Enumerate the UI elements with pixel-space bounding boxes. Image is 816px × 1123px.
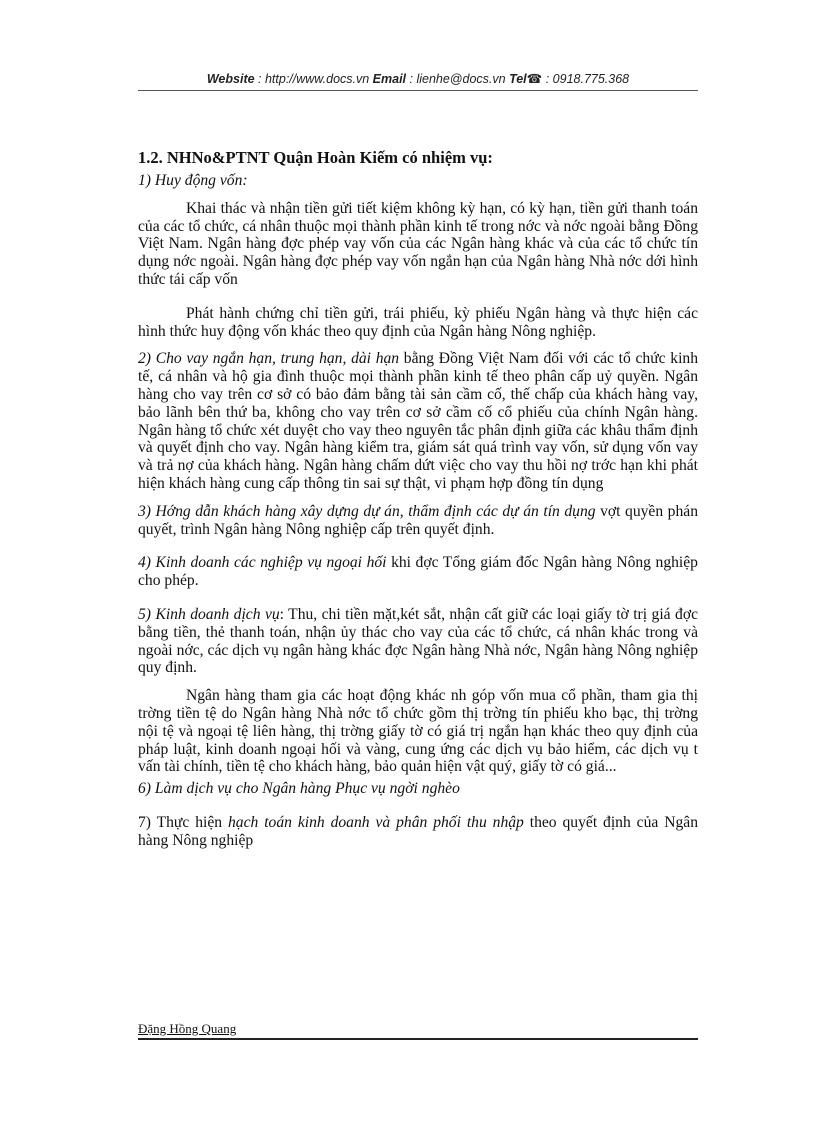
header-divider: [138, 90, 698, 91]
item-5-lead: 5) Kinh doanh dịch vụ: [138, 605, 280, 623]
website-label: Website: [206, 72, 255, 86]
item-7-lead: 7) Thực hiện: [138, 813, 228, 831]
website-value: : http://www.docs.vn: [254, 72, 373, 86]
author-name: Đặng Hồng Quang: [138, 1021, 237, 1036]
footer-divider: [138, 1038, 698, 1040]
section-title: 1.2. NHNo&PTNT Quận Hoàn Kiếm có nhiệm vụ:: [138, 148, 493, 167]
item-5-paragraph: [138, 606, 698, 677]
phone-icon: ☎: [526, 72, 543, 86]
page-header: [138, 71, 698, 86]
item-3-paragraph: [138, 503, 698, 539]
email-value: : lienhe@docs.vn: [406, 72, 510, 86]
item-1-title: 1) Huy động vốn:: [138, 172, 248, 189]
document-body: [138, 148, 698, 850]
item-4-paragraph: [138, 554, 698, 590]
item-4-rest: khi đợc Tổng giám đốc Ngân hàng Nông nghiệp cho phép.: [138, 554, 698, 590]
item-2-paragraph: [138, 350, 698, 492]
item-3-rest: vợt quyền phán quyết, trình Ngân hàng Nông nghiệp cấp trên quyết định.: [138, 502, 698, 538]
tel-label: Tel: [509, 72, 527, 86]
item-5-rest: : Thu, chi tiền mặt,két sắt, nhận cất giữ các loại giấy tờ trị giá đợc bằng tiền, thẻ thanh toán, nhận ủy thác cho vay của các tổ chức, cá nhân khác trong và ngoài nớc, các dịch vụ ngân hàng khác đợc Ngân hàng Nhà nớc, Ngân hàng Nông nghiệp quy định.: [138, 605, 698, 677]
tel-value: : 0918.775.368: [542, 72, 630, 86]
item-3-lead: 3) Hớng dẫn khách hàng xây dựng dự án, thẩm định các dự án tín dụng: [138, 502, 596, 520]
item-4-lead: 4) Kinh doanh các nghiệp vụ ngoại hối: [138, 554, 387, 572]
item-7-rest: theo quyết định của Ngân hàng Nông nghiệp: [138, 813, 699, 849]
item-2-rest: bằng Đồng Việt Nam đối với các tổ chức kinh tế, cá nhân và hộ gia đình thuộc mọi thành phần kinh tế theo phân cấp uỷ quyền. Ngân hàng cho vay trên cơ sở có bảo đảm bằng tài sản cầm cố, thế chấp của khách hàng vay, bảo lãnh bên thứ ba, không cho vay trên cơ sở cầm cố cổ phiếu của chính Ngân hàng. Ngân hàng tổ chức xét duyệt cho vay theo nguyên tắc phân định giữa các khâu thẩm định và quyết định cho vay. Ngân hàng kiểm tra, giám sát quá trình vay vốn, sử dụng vốn vay và trả nợ của khách hàng. Ngân hàng chấm dứt việc cho vay thu hồi nợ trớc hạn khi phát hiện khách hàng cung cấp thông tin sai sự thật, vi phạm hợp đồng tín dụng: [138, 350, 698, 492]
item-7-paragraph: [138, 814, 698, 850]
item-1-paragraph-1: Khai thác và nhận tiền gửi tiết kiệm không kỳ hạn, có kỳ hạn, tiền gửi thanh toán của các tổ chức, cá nhân thuộc mọi thành phần kinh tế trong nớc và nớc ngoài bằng Đồng Việt Nam. Ngân hàng đợc phép vay vốn của các Ngân hàng khác và của các tổ chức tín dụng nớc ngoài. Ngân hàng đợc phép vay vốn ngắn hạn của Ngân hàng Nhà nớc dới hình thức tái cấp vốn: [138, 199, 698, 288]
item-2-lead: 2) Cho vay ngắn hạn, trung hạn, dài hạn: [138, 350, 400, 368]
item-5-paragraph-2: Ngân hàng tham gia các hoạt động khác nh góp vốn mua cổ phần, tham gia thị trờng tiền tệ do Ngân hàng Nhà nớc tổ chức gồm thị trờng tín phiếu kho bạc, thị trờng nội tệ và ngoại tệ liên hàng, thị trờng giấy tờ có giá trị ngắn hạn khác theo quy định của pháp luật, kinh doanh ngoại hối và vàng, cung ứng các dịch vụ bảo hiểm, các dịch vụ t vấn tài chính, tiền tệ cho khách hàng, bảo quản hiện vật quý, giấy tờ có giá...: [138, 687, 698, 776]
email-label: Email: [372, 72, 407, 86]
item-6-paragraph: 6) Làm dịch vụ cho Ngân hàng Phục vụ ngời nghèo: [138, 780, 460, 798]
item-7-italic: hạch toán kinh doanh và phân phối thu nhập: [227, 813, 524, 831]
item-1-paragraph-2: Phát hành chứng chỉ tiền gửi, trái phiếu, kỳ phiếu Ngân hàng và thực hiện các hình thức huy động vốn khác theo quy định của Ngân hàng Nông nghiệp.: [138, 304, 698, 340]
